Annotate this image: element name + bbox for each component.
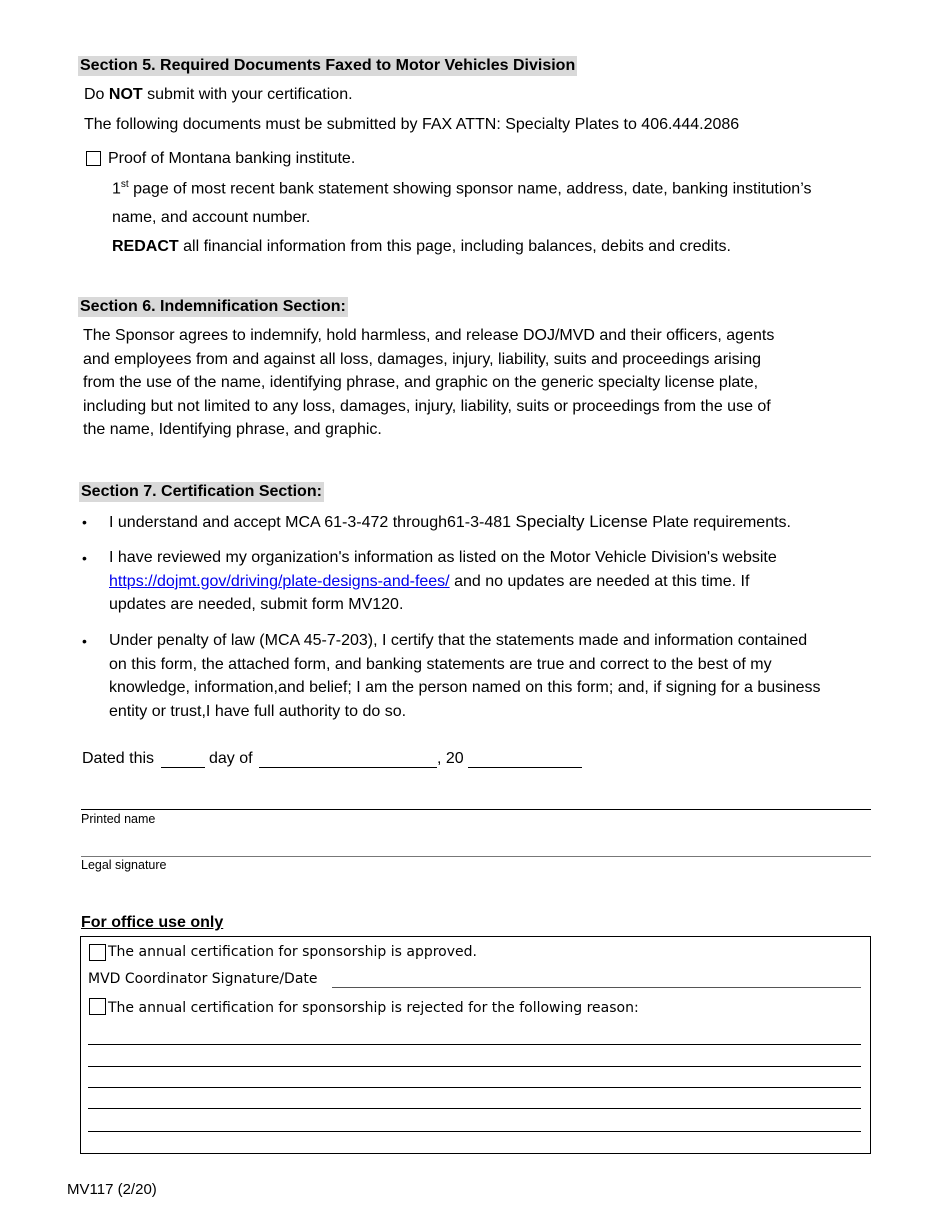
section-7-heading: Section 7. Certification Section: [81, 483, 322, 500]
plate-designs-link[interactable]: https://dojmt.gov/driving/plate-designs-and-fees/ [109, 572, 450, 590]
day-of-label: day of [209, 750, 253, 767]
do-not-submit-line: Do NOT submit with your certification. [84, 86, 353, 103]
proof-banking-checkbox[interactable] [86, 151, 101, 166]
coordinator-label: MVD Coordinator Signature/Date [88, 971, 318, 987]
certification-bullet-1: I understand and accept MCA 61-3-472 through61-3-481 Specialty License Plate requirements. [109, 512, 791, 531]
office-use-heading: For office use only [81, 914, 224, 931]
certification-bullet-2: I have reviewed my organization's information as listed on the Motor Vehicle Division's website https://dojmt.gov/driving/plate-designs-and-fees/ and no updates are needed at this time. If updates are needed, submit form MV120. [109, 549, 777, 613]
bullet-1-marker: • [82, 514, 87, 530]
printed-name-label: Printed name [81, 812, 156, 826]
section-5-heading: Section 5. Required Documents Faxed to Motor Vehicles Division [80, 57, 576, 74]
bullet-3-marker: • [82, 633, 87, 649]
approved-label: The annual certification for sponsorship is approved. [108, 944, 477, 960]
redact-instruction: REDACT all financial information from this page, including balances, debits and credits. [112, 238, 731, 255]
dated-this-label: Dated this [82, 750, 155, 767]
legal-signature-field[interactable] [81, 856, 871, 857]
certification-bullet-3: Under penalty of law (MCA 45-7-203), I certify that the statements made and information contained on this form, the attached form, and banking statements are true and correct to the best of my knowledge, information,and belief; I am the person named on this form; and, if signing for a business entity or trust,I have full authority to do so. [109, 632, 821, 720]
reason-line-5[interactable] [88, 1131, 861, 1132]
day-field[interactable] [161, 767, 205, 768]
bank-statement-detail-line2: name, and account number. [112, 209, 311, 226]
bullet-2-marker: • [82, 550, 87, 566]
indemnification-text: The Sponsor agrees to indemnify, hold harmless, and release DOJ/MVD and their officers, agents and employees from and against all loss, damages, injury, liability, suits and proceedings arising from the use of the name, identifying phrase, and graphic on the generic specialty license plate, including but not limited to any loss, damages, injury, liability, suits or proceedings from the use of the name, Identifying phrase, and graphic. [83, 327, 775, 438]
reason-line-3[interactable] [88, 1087, 861, 1088]
printed-name-field[interactable] [81, 809, 871, 810]
fax-instruction-line: The following documents must be submitted by FAX ATTN: Specialty Plates to 406.444.2086 [84, 116, 740, 133]
reason-line-2[interactable] [88, 1066, 861, 1067]
legal-signature-label: Legal signature [81, 858, 167, 872]
office-use-box [80, 936, 871, 1154]
year-field[interactable] [468, 767, 582, 768]
reason-line-4[interactable] [88, 1108, 861, 1109]
rejected-checkbox[interactable] [89, 998, 106, 1015]
comma-20-label: , 20 [437, 750, 464, 767]
section-6-heading: Section 6. Indemnification Section: [80, 298, 346, 315]
bank-statement-detail: 1st page of most recent bank statement showing sponsor name, address, date, banking institution’s [112, 179, 812, 198]
month-field[interactable] [259, 767, 437, 768]
reason-line-1[interactable] [88, 1044, 861, 1045]
approved-checkbox[interactable] [89, 944, 106, 961]
proof-banking-label: Proof of Montana banking institute. [108, 150, 356, 167]
coordinator-signature-field[interactable] [332, 987, 861, 988]
form-id-footer: MV117 (2/20) [67, 1181, 157, 1198]
rejected-label: The annual certification for sponsorship is rejected for the following reason: [108, 1000, 639, 1016]
